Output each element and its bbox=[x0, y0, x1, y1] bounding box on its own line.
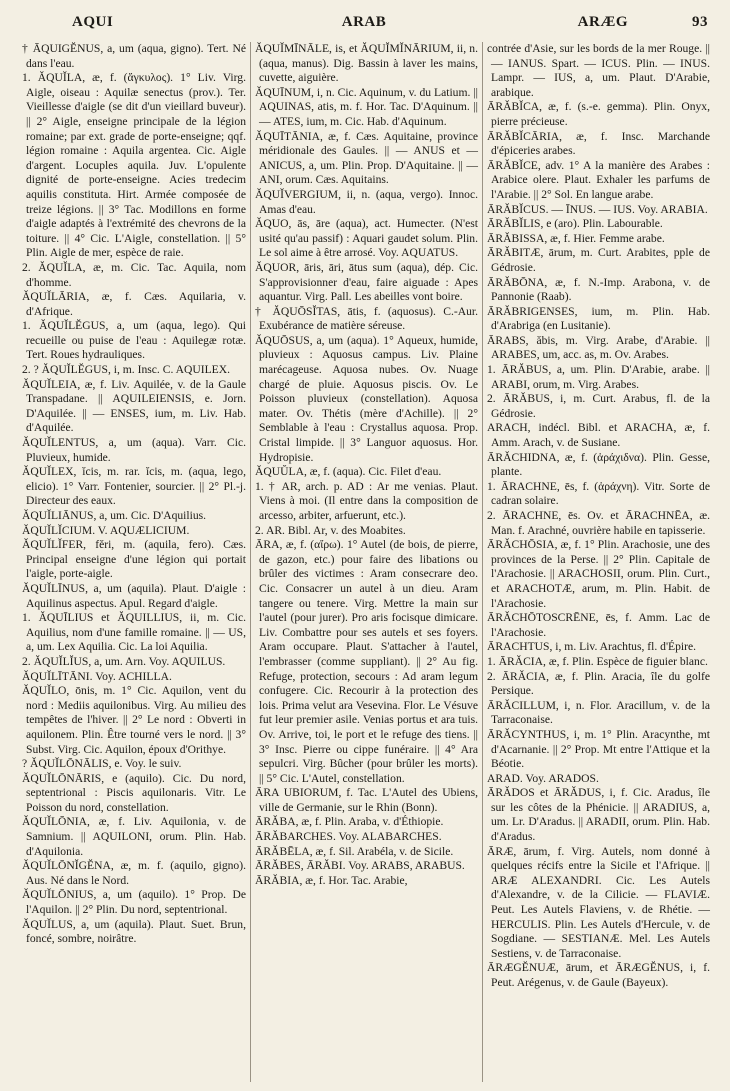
dictionary-entry: ĀRĂBA, æ, f. Plin. Araba, v. d'Éthiopie. bbox=[255, 815, 444, 829]
dictionary-entry: ĂQUO, ās, āre (aqua), act. Humecter. (N'est usité qu'au passif) : Aquari gaudet solum. Plin. Le sol aime à être arrosé. Voy. AQUATUS. bbox=[255, 217, 478, 260]
column-left bbox=[18, 42, 250, 1082]
dictionary-entry: ĀRĂBES, ĀRĂBI. Voy. ARABS, ARABUS. bbox=[255, 859, 465, 873]
dictionary-entry: ĀRĂBĬCE, adv. 1° A la manière des Arabes : Arabice olere. Plaut. Exhaler les parfums de l'Arabie. || 2° Sol. En langue arabe. bbox=[487, 158, 710, 201]
dictionary-entry: ĀRĂBĒLA, æ, f. Sil. Arabéla, v. de Sicile. bbox=[255, 844, 454, 858]
dictionary-entry: ĂQUŌSUS, a, um (aqua). 1° Aqueux, humide, pluvieux : Aquosus campus. Liv. Plaine marécageuse. Aquosa nubes. Ov. Nuage chargé de pluie. Aquosus piscis. Ov. Le Poisson pluvieux (constellation). Aquosa mater. Ov. Thétis (mère d'Achille). || 2° Semblable à l'eau : Crystallus aquosa. Prop. Cristal limpide. || 3° Languor aquosus. Hor. Hydropisie. bbox=[255, 333, 478, 464]
dictionary-entry: ĀRĂBISSA, æ, f. Hier. Femme arabe. bbox=[487, 231, 665, 245]
dictionary-entry: ĀRĂBARCHES. Voy. ALABARCHES. bbox=[255, 830, 442, 844]
dictionary-entry: ĀRÆ, ārum, f. Virg. Autels, nom donné à quelques récifs entre la Sicile et l'Afrique. || ARÆ ALEXANDRI. Cic. Les Autels d'Alexandre, v. de la Cilicie. — FLAVIÆ. Peut. Les Autels Flaviens, v. de Rhétie. — HERCULIS. Plin. Les Autels d'Hercule, v. de Sogdiane. — SESTIANÆ. Mel. Les Autels Sestiens, v. de Tarraconaise. bbox=[487, 844, 710, 960]
dictionary-entry: ĀRĂBIA, æ, f. Hor. Tac. Arabie, bbox=[255, 873, 408, 887]
dictionary-entry: ĂQUĪNUM, i, n. Cic. Aquinum, v. du Latium. || AQUINAS, atis, m. f. Hor. Tac. D'Aquinum. || — ATES, ium, m. Cic. Hab. d'Aquinum. bbox=[255, 85, 478, 128]
dictionary-entry: 1. ĀRACHNE, ēs, f. (ἀράχνη). Vitr. Sorte de cadran solaire. bbox=[487, 479, 710, 508]
dictionary-entry: contrée d'Asie, sur les bords de la mer Rouge. || — IANUS. Spart. — ICUS. Plin. — INUS. Lampr. — IUS, a, um. Plaut. D'Arabie, arabique. bbox=[487, 42, 710, 99]
dictionary-entry: ĂQUŬLA, æ, f. (aqua). Cic. Filet d'eau. bbox=[255, 465, 442, 479]
header-right-guideword: ARÆG bbox=[577, 14, 628, 30]
dictionary-entry: ĂQUĬVERGIUM, ii, n. (aqua, vergo). Innoc. Amas d'eau. bbox=[255, 187, 478, 216]
columns bbox=[18, 42, 716, 1082]
dictionary-entry: 2. ĀRĂBUS, i, m. Curt. Arabus, fl. de la Gédrosie. bbox=[487, 392, 710, 420]
dictionary-entry: ARACH, indécl. Bibl. et ARACHA, æ, f. Amm. Arach, v. de Susiane. bbox=[487, 421, 710, 450]
dictionary-entry: ĀRĂCYNTHUS, i, m. 1° Plin. Aracynthe, mt d'Acarnanie. || 2° Prop. Mt entre l'Attique et la Béotie. bbox=[487, 727, 710, 771]
header-left-guideword: AQUI bbox=[72, 14, 114, 30]
dictionary-entry: ĂQUĬLENTUS, a, um (aqua). Varr. Cic. Pluvieux, humide. bbox=[22, 436, 246, 464]
dictionary-entry: ĀRĂBŌNA, æ, f. N.-Imp. Arabona, v. de Pannonie (Raab). bbox=[487, 275, 710, 304]
dictionary-entry: ĂQUĬMĪNĀLE, is, et ĂQUĬMĬNĀRIUM, ii, n. (aqua, manus). Dig. Bassin à laver les mains, cuvette, aiguière. bbox=[255, 42, 478, 85]
dictionary-entry: ĂQUĪTĀNIA, æ, f. Cæs. Aquitaine, province méridionale des Gaules. || — ANUS et — ANICUS, a, um. Plin. Prop. D'Aquitaine. || — ANI, orum. Cæs. Aquitains. bbox=[255, 129, 478, 187]
dictionary-entry: ĂQUĬLŌNĀRIS, e (aquilo). Cic. Du nord, septentrional : Piscis aquilonaris. Vitr. Le Poisson du nord, constellation. bbox=[22, 771, 246, 814]
dictionary-entry: 1. ĂQUĪLIUS et ĂQUILLIUS, ii, m. Cic. Aquilius, nom d'une famille romaine. || — US, a, um. Lex Aquilia. Cic. La loi Aquilia. bbox=[22, 611, 246, 654]
dictionary-entry: ĀRĂCHIDNA, æ, f. (ἀράχιδνα). Plin. Gesse, plante. bbox=[487, 450, 710, 479]
dictionary-entry: ĀRA UBIORUM, f. Tac. L'Autel des Ubiens, ville de Germanie, sur le Rhin (Bonn). bbox=[255, 786, 478, 814]
dictionary-entry: ĀRACHTUS, i, m. Liv. Arachtus, fl. d'Épire. bbox=[487, 640, 697, 654]
dictionary-entry: ? ĂQUĬLŌNĀLIS, e. Voy. le suiv. bbox=[22, 757, 182, 771]
dictionary-entry: ĀRĂBITÆ, ārum, m. Curt. Arabites, pple de Gédrosie. bbox=[487, 246, 710, 274]
dictionary-entry: 2. ĀRĂCIA, æ, f. Plin. Aracia, île du golfe Persique. bbox=[487, 669, 710, 698]
column-right bbox=[482, 42, 714, 1082]
dictionary-entry: ĂQUĬLŌNIUS, a, um (aquilo). 1° Prop. De l'Aquilon. || 2° Plin. Du nord, septentrional. bbox=[22, 888, 246, 917]
dictionary-entry: ĀRĂBRIGENSES, ium, m. Plin. Hab. d'Arabriga (en Lusitanie). bbox=[487, 304, 710, 333]
dictionary-entry: 2. ĀRACHNE, ēs. Ov. et ĀRACHNĒA, æ. Man. f. Arachné, ouvrière habile en tapisserie. bbox=[487, 509, 710, 537]
dictionary-entry: ĀRĂCHŌTOSCRĒNE, ēs, f. Amm. Lac de l'Arachosie. bbox=[487, 611, 710, 639]
dictionary-entry: ĂQUĬLUS, a, um (aquila). Plaut. Suet. Brun, foncé, sombre, noirâtre. bbox=[22, 917, 246, 946]
dictionary-entry: ĀRĂBĬCA, æ, f. (s.-e. gemma). Plin. Onyx, pierre précieuse. bbox=[487, 100, 710, 128]
dictionary-entry: † ĀQUIGĔNUS, a, um (aqua, gigno). Tert. Né dans l'eau. bbox=[22, 42, 246, 70]
dictionary-entry: 1. ĂQUĬLA, æ, f. (ἄγκυλος). 1° Liv. Virg. Aigle, oiseau : Aquilæ senectus (prov.). Ter. Vieillesse d'aigle (se dit d'un vieillard buveur). || 2° Aigle, enseigne principale de la légion romaine; par ext. grade de porte-enseigne; qqf. légion romaine : Aquila argentea. Cic. Aigle d'argent. Locuples aquila. Juv. L'opulente dignité de porte-enseigne. Acies tredecim aquilis constituta. Hirt. Armée composée de treize légions. || 3° Tac. Modillons en forme d'aigle adaptés à l'extrémité des chevrons de la toiture. || 4° Cic. L'Aigle, constellation. || 5° Plin. Aigle de mer, espèce de raie. bbox=[22, 71, 246, 260]
dictionary-entry: 1. ĀRĂBUS, a, um. Plin. D'Arabie, arabe. || ARABI, orum, m. Virg. Arabes. bbox=[487, 363, 710, 391]
dictionary-entry: ARAD. Voy. ARADOS. bbox=[487, 771, 599, 785]
header-center-guideword: ARAB bbox=[341, 14, 387, 30]
dictionary-entry: 2. ? ĂQUĬLĔGUS, i, m. Insc. C. AQUILEX. bbox=[22, 363, 231, 377]
dictionary-entry: ĂQUOR, āris, āri, ātus sum (aqua), dép. Cic. S'approvisionner d'eau, faire aiguade : Apes aquantur. Virg. Pall. Les abeilles vont boire. bbox=[255, 260, 478, 304]
dictionary-entry: ĂQUĬLEIA, æ, f. Liv. Aquilée, v. de la Gaule Transpadane. || AQUILEIENSIS, e. Jorn. D'Aquilée. || — ENSES, ium, m. Liv. Hab. d'Aquilée. bbox=[22, 377, 246, 435]
dictionary-entry: ĂQUĬLŌNĬGĔNA, æ, m. f. (aquilo, gigno). Aus. Né dans le Nord. bbox=[22, 859, 246, 887]
running-header bbox=[20, 14, 708, 36]
dictionary-entry: ĀRĂBĬLIS, e (aro). Plin. Labourable. bbox=[487, 217, 663, 231]
dictionary-entry: ĂQUĬLEX, ĭcis, m. rar. ĭcis, m. (aqua, lego, elicio). 1° Varr. Fontenier, sourcier. || 2° Pl.-j. Directeur des eaux. bbox=[22, 465, 246, 508]
dictionary-entry: ĀRA, æ, f. (αἴρω). 1° Autel (de bois, de pierre, de gazon, etc.) pour faire des libations ou brûler des victimes : Aram consecrare deo. Cic. Consacrer un autel à un dieu. Aram tangere ou tenere. Virg. Mettre la main sur l'autel (pour jurer). Pro aris focisque dimicare. Liv. Combattre pour ses autels et ses foyers. Aram occupare. Plaut. S'attacher à l'autel, l'embrasser (comme suppliant). || 2° Au fig. Refuge, protection, secours : Ad aram legum confugere. Cic. Recourir à la protection des lois. Prima velut ara Vesevina. Flor. Le Vésuve fut leur premier asile. Venias portus et ara tuis. Ov. Arrive, toi, le port et le refuge des tiens. || 3° Insc. Pierre ou cippe funéraire. || 4° Ara sepulcri. Virg. Bûcher (pour brûler les morts). || 5° Cic. L'Autel, constellation. bbox=[255, 538, 478, 785]
dictionary-entry: 2. AR. Bibl. Ar, v. des Moabites. bbox=[255, 523, 406, 537]
column-middle bbox=[250, 42, 482, 1082]
dictionary-entry: ĀRĂDOS et ĀRĂDUS, i, f. Cic. Aradus, île sur les côtes de la Phénicie. || ARADIUS, a, um. Lr. D'Aradus. || ARADII, orum. Plin. Hab. d'Aradus. bbox=[487, 786, 710, 844]
dictionary-entry: ĀRĂCHŌSIA, æ, f. 1° Plin. Arachosie, une des provinces de la Perse. || 2° Plin. Capitale de l'Arachosie. || ARACHOSII, orum. Plin. Curt., et ARACHOTÆ, arum, m. Plin. Habit. de l'Arachosie. bbox=[487, 538, 710, 610]
dictionary-entry: ĀRĂCILLUM, i, n. Flor. Aracillum, v. de la Tarraconaise. bbox=[487, 698, 710, 727]
dictionary-entry: ĀRĂBĬCĀRIA, æ, f. Insc. Marchande d'épiceries arabes. bbox=[487, 129, 710, 158]
dictionary-entry: ĀRABS, ăbis, m. Virg. Arabe, d'Arabie. || ARABES, um, acc. as, m. Ov. Arabes. bbox=[487, 333, 710, 362]
dictionary-entry: ĂQUĬLĀRIA, æ, f. Cæs. Aquilaria, v. d'Afrique. bbox=[22, 290, 246, 318]
dictionary-entry: ĂQUĬLĪTĀNI. Voy. ACHILLA. bbox=[22, 669, 172, 683]
dictionary-entry: ĂQUĬLIĀNUS, a, um. Cic. D'Aquilius. bbox=[22, 509, 207, 522]
dictionary-entry: ĂQUĬLŌNIA, æ, f. Liv. Aquilonia, v. de Samnium. || AQUILONI, orum. Plin. Hab. d'Aquilonia. bbox=[22, 815, 246, 858]
dictionary-entry: ĀRĂBĬCUS. — ĪNUS. — IUS. Voy. ARABIA. bbox=[487, 202, 708, 216]
dictionary-entry: † ĂQUŌSĬTAS, ātis, f. (aquosus). C.-Aur. Exubérance de matière séreuse. bbox=[255, 304, 478, 333]
dictionary-entry: ĂQUĬLĬCIUM. V. AQUÆLICIUM. bbox=[22, 523, 190, 537]
dictionary-entry: 1. ĂQUĬLĔGUS, a, um (aqua, lego). Qui recueille ou puise de l'eau : Aquilegæ rotæ. Tert. Roues hydrauliques. bbox=[22, 319, 246, 362]
dictionary-entry: 1. ĀRĂCIA, æ, f. Plin. Espèce de figuier blanc. bbox=[487, 654, 708, 668]
dictionary-entry: ĂQUĬLĬFER, fĕri, m. (aquila, fero). Cæs. Principal enseigne d'une légion qui portait l'aigle, porte-aigle. bbox=[22, 538, 246, 581]
dictionary-entry: ĀRÆGĔNUÆ, ārum, et ĀRÆGĔNUS, i, f. Peut. Arégenus, v. de Gaule (Bayeux). bbox=[487, 961, 710, 989]
dictionary-entry: 2. ĂQUĬLĬUS, a, um. Arn. Voy. AQUILUS. bbox=[22, 654, 226, 668]
dictionary-entry: ĂQUĬLO, ōnis, m. 1° Cic. Aquilon, vent du nord : Mediis aquilonibus. Virg. Au milieu des tempêtes de l'hiver. || 2° Le nord : Obverti in aquilonem. Plin. Être tourné vers le nord. || 3° Subst. Virg. Cic. Aquilon, époux d'Orithye. bbox=[22, 684, 246, 756]
page-number: 93 bbox=[692, 14, 708, 30]
dictionary-entry: ĂQUĬLĪNUS, a, um (aquila). Plaut. D'aigle : Aquilinus aspectus. Apul. Regard d'aigle. bbox=[22, 581, 246, 610]
dictionary-entry: 2. ĂQUĬLA, æ, m. Cic. Tac. Aquila, nom d'homme. bbox=[22, 260, 246, 289]
dictionary-entry: 1. † AR, arch. p. AD : Ar me venias. Plaut. Viens à moi. (Il entre dans la composition de arcesso, arbiter, arfuerunt, etc.). bbox=[255, 479, 478, 522]
